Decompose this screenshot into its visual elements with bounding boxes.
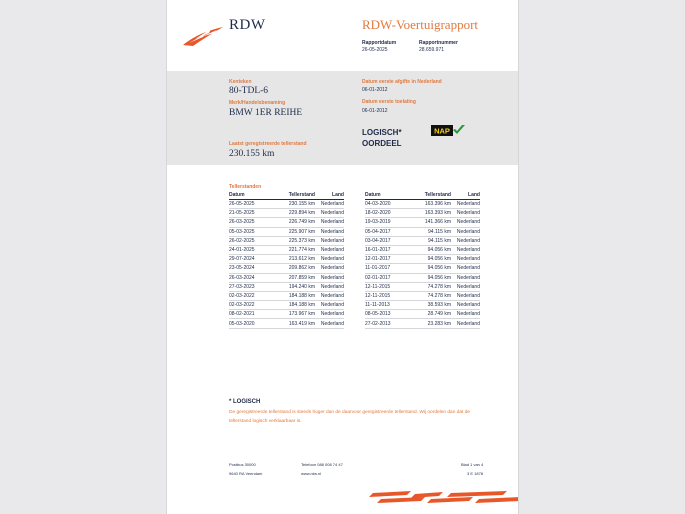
cell-odometer: 38.593 km: [413, 301, 451, 310]
table-row: [229, 282, 344, 291]
cell-odometer: 194.240 km: [277, 282, 315, 291]
footer-address: 9640 RA Veendam: [229, 471, 263, 476]
cell-country: Nederland: [451, 255, 480, 264]
cell-date: 04-03-2020: [365, 200, 413, 209]
verdict: [362, 127, 402, 149]
cell-date: 27-03-2023: [229, 282, 277, 291]
cell-country: Nederland: [315, 319, 344, 328]
table-row: [365, 227, 480, 236]
cell-odometer: 94.056 km: [413, 264, 451, 273]
table-row: [365, 273, 480, 282]
cell-odometer: 23.283 km: [413, 319, 451, 328]
make-label: Merk/Handelsbenaming: [229, 100, 286, 106]
cell-date: 26-05-2025: [229, 200, 277, 209]
cell-country: Nederland: [315, 310, 344, 319]
cell-date: 02-01-2017: [365, 273, 413, 282]
cell-country: Nederland: [315, 264, 344, 273]
col-odometer-header: Tellerstand: [413, 191, 451, 200]
cell-odometer: 94.056 km: [413, 245, 451, 254]
cell-country: Nederland: [315, 200, 344, 209]
table-header-row: [229, 191, 344, 200]
cell-country: Nederland: [451, 291, 480, 300]
col-country-header: Land: [315, 191, 344, 200]
cell-date: 08-05-2013: [365, 310, 413, 319]
verdict-line-1: LOGISCH*: [362, 128, 402, 137]
cell-date: 29-07-2024: [229, 255, 277, 264]
report-number-label: Rapportnummer: [419, 40, 458, 46]
first-admission-value: 06-01-2012: [362, 108, 388, 114]
first-nl-label: Datum eerste afgifte in Nederland: [362, 79, 442, 85]
cell-date: 12-11-2015: [365, 282, 413, 291]
cell-odometer: 213.612 km: [277, 255, 315, 264]
cell-date: 05-03-2020: [229, 319, 277, 328]
report-number-block: [419, 40, 458, 54]
table-row: [365, 264, 480, 273]
table-row: [229, 264, 344, 273]
cell-odometer: 209.862 km: [277, 264, 315, 273]
readings-table-left: [229, 191, 344, 329]
plate-value: 80-TDL-6: [229, 86, 269, 96]
table-row: [365, 245, 480, 254]
cell-country: Nederland: [315, 273, 344, 282]
cell-country: Nederland: [315, 245, 344, 254]
cell-country: Nederland: [315, 227, 344, 236]
explanation-text: De geregistreerde tellerstand is steeds hoger dan de daarvoor geregistreerde tellerstand. Wij oordelen dan dat de tellerstand logisch verklaarbaar is.: [229, 410, 471, 424]
rdw-logo-icon: [181, 25, 225, 47]
cell-date: 02-03-2022: [229, 291, 277, 300]
cell-odometer: 141.366 km: [413, 218, 451, 227]
cell-date: 11-11-2013: [365, 301, 413, 310]
report-number: 28.659.971: [419, 47, 445, 53]
table-row: [229, 273, 344, 282]
cell-country: Nederland: [451, 301, 480, 310]
col-country-header: Land: [451, 191, 480, 200]
cell-country: Nederland: [451, 264, 480, 273]
cell-odometer: 163.419 km: [277, 319, 315, 328]
table-row: [229, 255, 344, 264]
report-date: 26-05-2025: [362, 47, 388, 53]
cell-odometer: 173.967 km: [277, 310, 315, 319]
cell-country: Nederland: [451, 236, 480, 245]
cell-date: 21-05-2025: [229, 209, 277, 218]
cell-date: 02-03-2022: [229, 301, 277, 310]
table-row: [229, 301, 344, 310]
cell-odometer: 94.056 km: [413, 255, 451, 264]
odometer-value: 230.155 km: [229, 149, 275, 159]
cell-date: 08-02-2021: [229, 310, 277, 319]
vehicle-summary-band: [167, 71, 519, 165]
footer-page: Blad 1 van 4: [461, 462, 484, 467]
cell-country: Nederland: [451, 245, 480, 254]
cell-date: 19-03-2019: [365, 218, 413, 227]
cell-date: 16-01-2017: [365, 245, 413, 254]
readings-table-right: [365, 191, 480, 329]
cell-country: Nederland: [315, 255, 344, 264]
cell-country: Nederland: [315, 282, 344, 291]
cell-odometer: 230.155 km: [277, 200, 315, 209]
cell-odometer: 163.393 km: [413, 209, 451, 218]
table-row: [229, 218, 344, 227]
table-row: [365, 282, 480, 291]
cell-odometer: 74.278 km: [413, 282, 451, 291]
table-header-row: [365, 191, 480, 200]
cell-odometer: 94.115 km: [413, 236, 451, 245]
table-row: [365, 236, 480, 245]
footer-postbus: Postbus 30000: [229, 462, 256, 467]
table-row: [365, 209, 480, 218]
cell-odometer: 221.774 km: [277, 245, 315, 254]
cell-date: 26-03-2024: [229, 273, 277, 282]
cell-odometer: 74.278 km: [413, 291, 451, 300]
cell-date: 18-02-2020: [365, 209, 413, 218]
cell-odometer: 184.188 km: [277, 291, 315, 300]
table-row: [365, 319, 480, 328]
table-row: [365, 310, 480, 319]
table-row: [365, 301, 480, 310]
cell-odometer: 163.396 km: [413, 200, 451, 209]
report-page: [166, 0, 519, 514]
cell-country: Nederland: [451, 227, 480, 236]
cell-odometer: 207.859 km: [277, 273, 315, 282]
col-date-header: Datum: [365, 191, 413, 200]
cell-country: Nederland: [451, 273, 480, 282]
table-row: [365, 291, 480, 300]
col-date-header: Datum: [229, 191, 277, 200]
table-row: [365, 255, 480, 264]
cell-date: 05-03-2025: [229, 227, 277, 236]
make-value: BMW 1ER REIHE: [229, 108, 303, 118]
nap-check-icon: [431, 125, 465, 136]
cell-odometer: 225.373 km: [277, 236, 315, 245]
table-row: [365, 200, 480, 209]
cell-country: Nederland: [451, 209, 480, 218]
cell-date: 03-04-2017: [365, 236, 413, 245]
cell-country: Nederland: [451, 282, 480, 291]
plate-label: Kenteken: [229, 79, 252, 85]
cell-country: Nederland: [451, 200, 480, 209]
explanation-title: * LOGISCH: [229, 399, 261, 405]
cell-country: Nederland: [451, 310, 480, 319]
report-title: RDW-Voertuigrapport: [362, 17, 479, 32]
nap-text: NAP: [434, 126, 450, 136]
report-date-label: Rapportdatum: [362, 40, 397, 46]
report-date-block: [362, 40, 396, 54]
footer-phone: Telefoon 088 008 74 47: [301, 462, 343, 467]
first-admission-label: Datum eerste toelating: [362, 99, 416, 105]
table-row: [229, 236, 344, 245]
table-row: [229, 245, 344, 254]
table-row: [229, 319, 344, 328]
table-row: [229, 291, 344, 300]
cell-odometer: 226.749 km: [277, 218, 315, 227]
cell-country: Nederland: [451, 218, 480, 227]
cell-date: 23-05-2024: [229, 264, 277, 273]
decorative-stripes-icon: [367, 490, 519, 504]
footer-web: www.rdw.nl: [301, 471, 322, 476]
col-odometer-header: Tellerstand: [277, 191, 315, 200]
cell-date: 26-03-2025: [229, 218, 277, 227]
cell-country: Nederland: [315, 209, 344, 218]
cell-country: Nederland: [315, 236, 344, 245]
table-row: [229, 209, 344, 218]
cell-date: 12-11-2015: [365, 291, 413, 300]
cell-date: 26-02-2025: [229, 236, 277, 245]
cell-odometer: 94.056 km: [413, 273, 451, 282]
cell-odometer: 184.188 km: [277, 301, 315, 310]
page-fold-shape: [167, 158, 203, 172]
cell-odometer: 94.115 km: [413, 227, 451, 236]
first-nl-value: 06-01-2012: [362, 87, 388, 93]
odometer-label: Laatst geregistreerde tellerstand: [229, 141, 307, 147]
readings-title: Tellerstanden: [229, 184, 262, 190]
cell-date: 24-01-2025: [229, 245, 277, 254]
table-row: [229, 200, 344, 209]
footer-code: 3 E 1878: [467, 471, 484, 476]
cell-country: Nederland: [315, 301, 344, 310]
cell-country: Nederland: [315, 291, 344, 300]
cell-country: Nederland: [315, 218, 344, 227]
table-row: [229, 310, 344, 319]
cell-country: Nederland: [451, 319, 480, 328]
verdict-line-2: OORDEEL: [362, 139, 402, 148]
cell-date: 12-01-2017: [365, 255, 413, 264]
cell-date: 11-01-2017: [365, 264, 413, 273]
table-row: [365, 218, 480, 227]
brand-name: RDW: [229, 17, 266, 33]
cell-odometer: 229.894 km: [277, 209, 315, 218]
cell-odometer: 225.907 km: [277, 227, 315, 236]
cell-date: 27-02-2013: [365, 319, 413, 328]
table-row: [229, 227, 344, 236]
cell-odometer: 28.749 km: [413, 310, 451, 319]
cell-date: 05-04-2017: [365, 227, 413, 236]
